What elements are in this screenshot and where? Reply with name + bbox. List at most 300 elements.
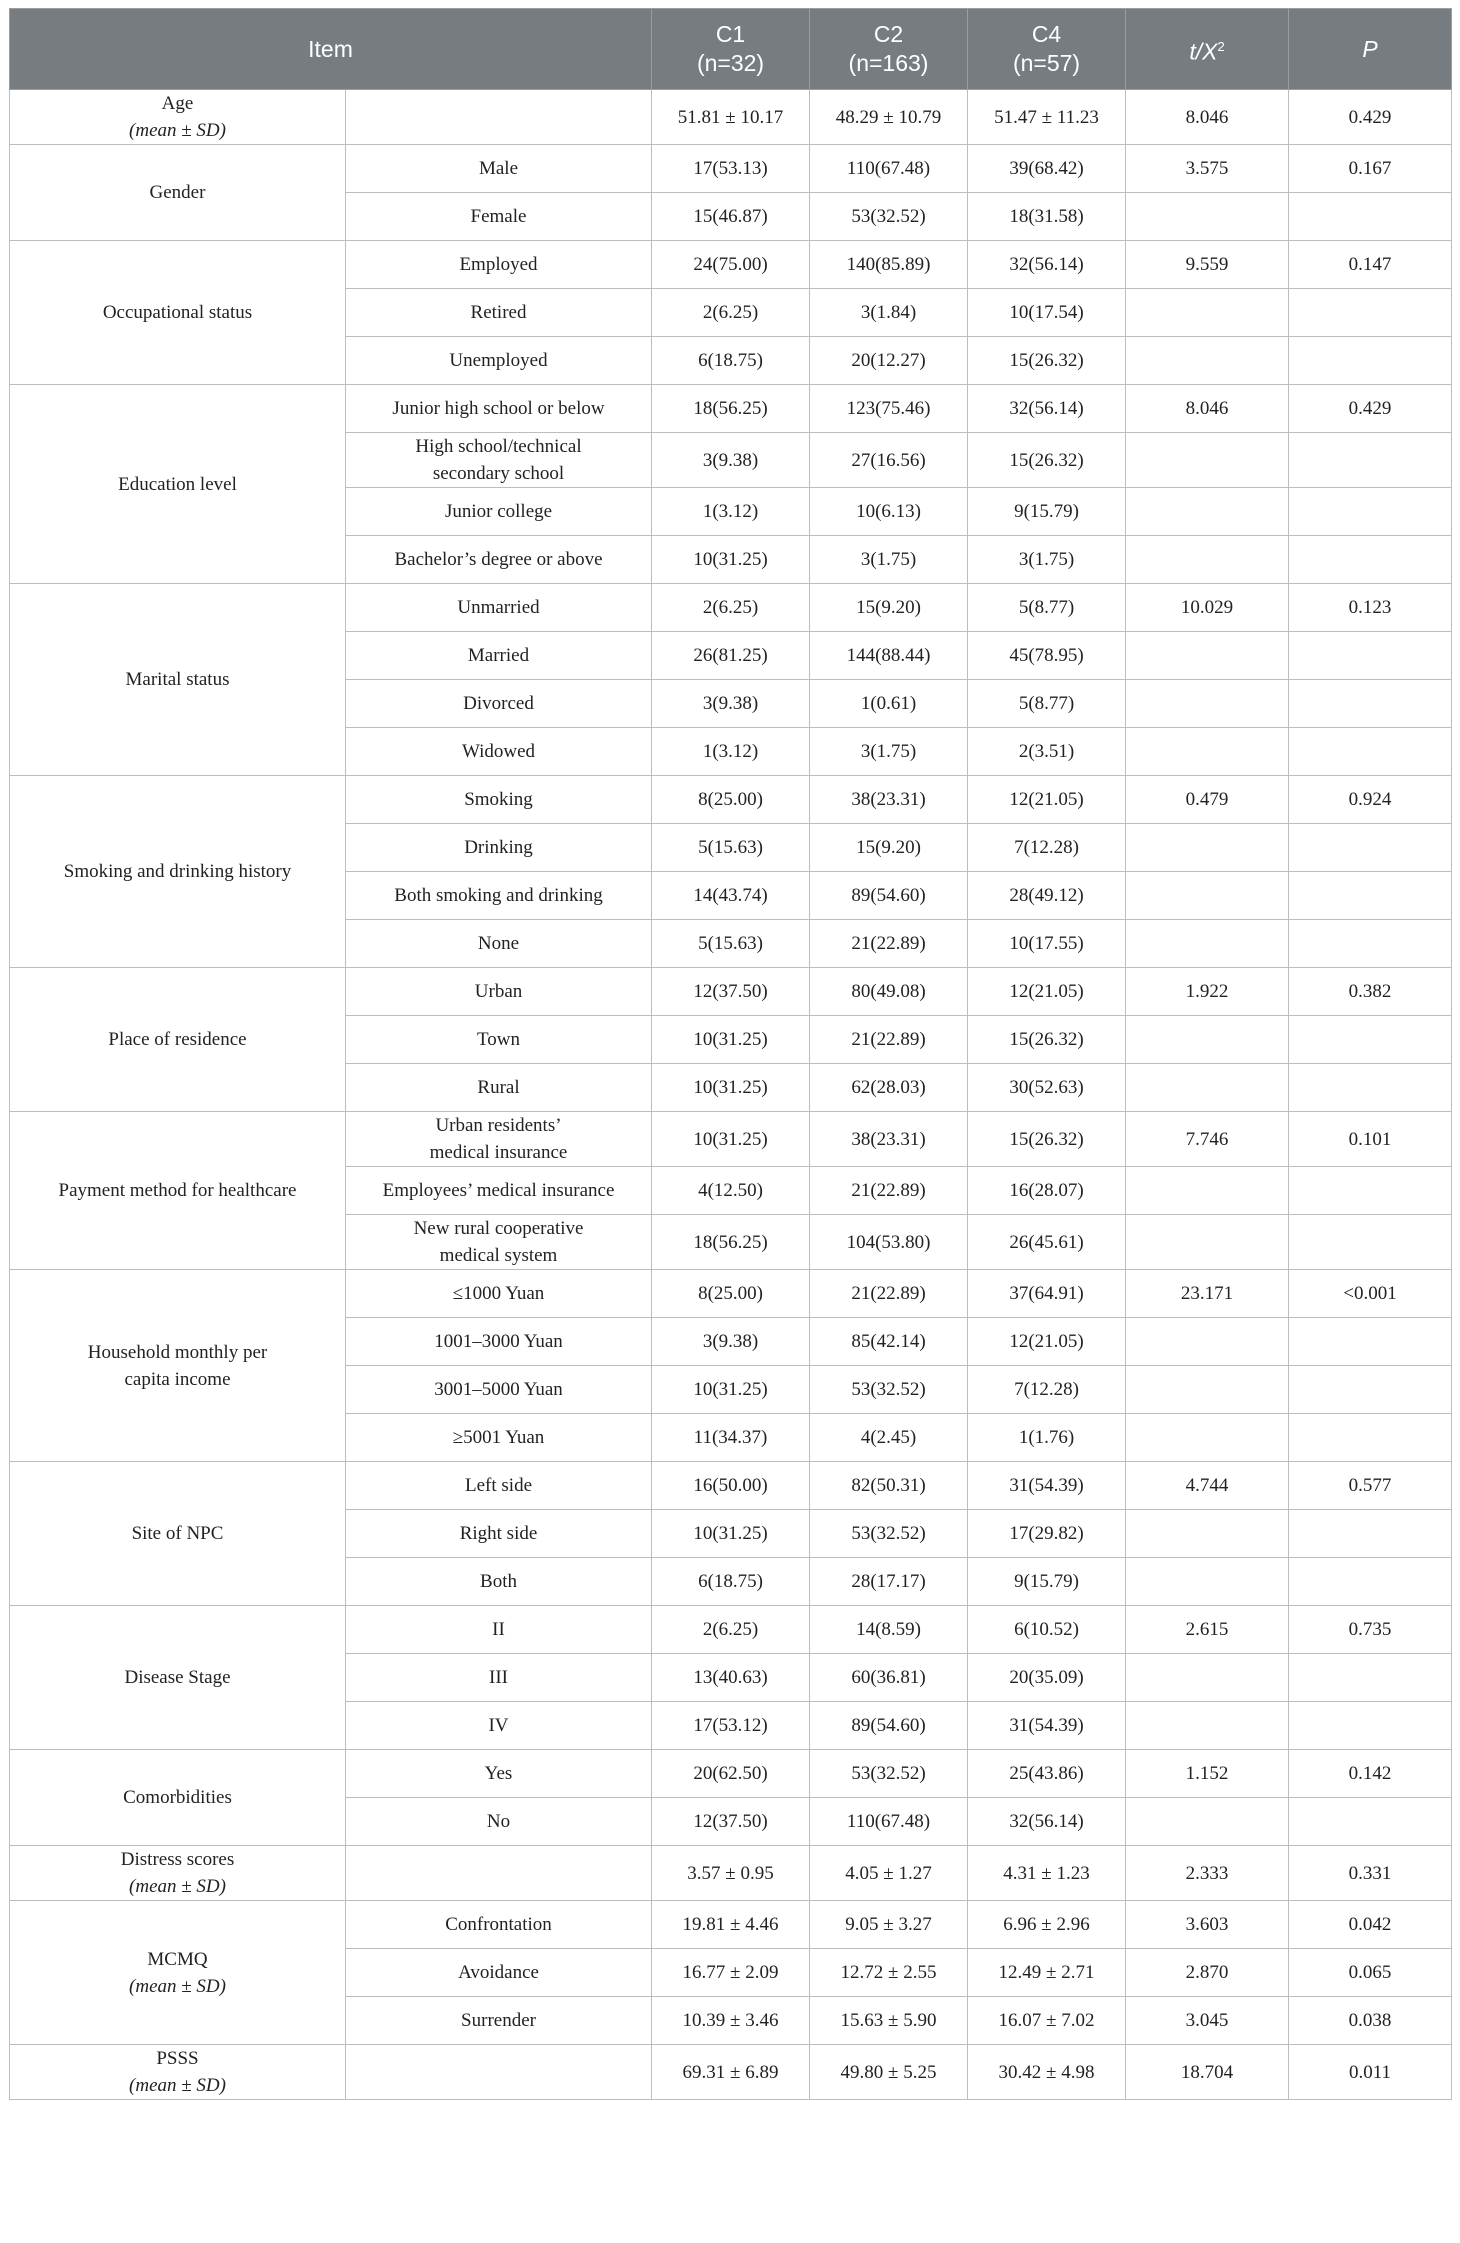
subcategory-cell [346,1949,652,1997]
subcategory-cell [346,1064,652,1112]
subcategory-label: Female [470,206,527,227]
table-row [10,1270,1452,1318]
subcategory-label: Drinking [464,837,533,858]
subcategory-label: High school/technical [415,436,582,457]
cell-c2: 12.72 ± 2.55 [810,1949,968,1997]
subcategory-cell [346,433,652,488]
cell-c1: 3(9.38) [652,1318,810,1366]
cell-p: 0.382 [1289,968,1452,1016]
cell-c1: 20(62.50) [652,1750,810,1798]
cell-c1: 12(37.50) [652,968,810,1016]
cell-p: 0.123 [1289,584,1452,632]
subcategory-cell [346,776,652,824]
table-row [10,90,1452,145]
subcategory-cell [346,1414,652,1462]
cell-c4: 20(35.09) [968,1654,1126,1702]
cell-c1: 11(34.37) [652,1414,810,1462]
subcategory-label: 3001–5000 Yuan [434,1379,563,1400]
cell-p [1289,824,1452,872]
cell-stat [1126,1167,1289,1215]
cell-stat: 2.870 [1126,1949,1289,1997]
cell-stat: 2.333 [1126,1846,1289,1901]
subcategory-cell [346,1798,652,1846]
cell-stat: 10.029 [1126,584,1289,632]
cell-c1: 10(31.25) [652,1366,810,1414]
cell-c4: 31(54.39) [968,1702,1126,1750]
subcategory-label: Avoidance [458,1962,539,1983]
subcategory-label: Male [478,158,519,179]
subcategory-label-line2: medical insurance [429,1142,568,1163]
cell-c2: 49.80 ± 5.25 [810,2045,968,2100]
header-item: Item [10,9,652,90]
group-label: Age [161,93,194,114]
table-row [10,145,1452,193]
group-label: Education level [118,473,237,495]
cell-p: 0.038 [1289,1997,1452,2045]
cell-c1: 18(56.25) [652,385,810,433]
subcategory-label: Left side [465,1475,533,1496]
group-label-cell [10,90,346,145]
subcategory-label: Employees’ medical insurance [382,1180,615,1201]
subcategory-label: Confrontation [445,1914,552,1935]
cell-c2: 15(9.20) [810,824,968,872]
header-stat-base: t/X [1189,38,1218,65]
group-label: Occupational status [102,302,253,323]
subcategory-label: Both [480,1571,517,1592]
subcategory-cell [346,632,652,680]
group-label-cell [10,1901,346,2045]
subcategory-label: Unemployed [449,350,548,371]
subcategory-cell [346,728,652,776]
table-row [10,2045,1452,2100]
subcategory-cell [346,289,652,337]
group-label-cell [10,385,346,584]
subcategory-label: III [489,1667,508,1688]
subcategory-cell [346,1654,652,1702]
cell-c4: 1(1.76) [968,1414,1126,1462]
cell-c2: 21(22.89) [810,920,968,968]
cell-p [1289,536,1452,584]
table-row [10,1901,1452,1949]
subcategory-label: Married [467,645,530,666]
subcategory-cell [346,488,652,536]
cell-c2: 38(23.31) [810,1112,968,1167]
cell-stat [1126,1510,1289,1558]
cell-c4: 30.42 ± 4.98 [968,2045,1126,2100]
group-label-cell [10,584,346,776]
data-table [9,8,1452,2100]
cell-c1: 18(56.25) [652,1215,810,1270]
subcategory-label: Surrender [461,2010,536,2031]
cell-stat: 2.615 [1126,1606,1289,1654]
group-label-cell [10,1750,346,1846]
cell-stat: 8.046 [1126,385,1289,433]
subcategory-label: Smoking [464,789,533,810]
group-label: Marital status [125,669,230,690]
group-label-cell [10,1112,346,1270]
cell-c4: 7(12.28) [968,824,1126,872]
cell-c4: 45(78.95) [968,632,1126,680]
group-label-cell [10,1606,346,1750]
cell-c1: 2(6.25) [652,1606,810,1654]
cell-c1: 10(31.25) [652,536,810,584]
subcategory-label: None [477,933,520,954]
group-label: Disease Stage [124,1667,231,1688]
group-label-cell [10,1270,346,1462]
subcategory-cell [346,1462,652,1510]
header-c2-name: C2 [873,21,904,47]
group-label: Payment method for healthcare [58,1180,297,1201]
cell-stat [1126,193,1289,241]
subcategory-label: New rural cooperative [413,1218,584,1239]
cell-stat [1126,728,1289,776]
cell-p: 0.429 [1289,385,1452,433]
cell-c4: 15(26.32) [968,1016,1126,1064]
table-row [10,1846,1452,1901]
cell-p: <0.001 [1289,1270,1452,1318]
cell-p [1289,680,1452,728]
cell-c2: 28(17.17) [810,1558,968,1606]
group-label-cell [10,968,346,1112]
group-note: (mean ± SD) [129,120,226,141]
cell-c4: 37(64.91) [968,1270,1126,1318]
cell-p [1289,632,1452,680]
cell-c4: 32(56.14) [968,241,1126,289]
cell-stat [1126,920,1289,968]
cell-c2: 21(22.89) [810,1016,968,1064]
subcategory-label: Retired [470,302,527,323]
cell-stat [1126,680,1289,728]
cell-p [1289,1215,1452,1270]
cell-c4: 15(26.32) [968,337,1126,385]
cell-stat: 18.704 [1126,2045,1289,2100]
cell-c4: 51.47 ± 11.23 [968,90,1126,145]
cell-c2: 53(32.52) [810,193,968,241]
table-row [10,776,1452,824]
cell-c4: 39(68.42) [968,145,1126,193]
group-note: (mean ± SD) [129,1876,226,1897]
header-c2-n: (n=163) [848,50,929,76]
subcategory-cell [346,968,652,1016]
cell-stat [1126,1414,1289,1462]
cell-c4: 6.96 ± 2.96 [968,1901,1126,1949]
cell-p [1289,872,1452,920]
subcategory-cell [346,680,652,728]
cell-c1: 5(15.63) [652,920,810,968]
cell-c1: 14(43.74) [652,872,810,920]
cell-c2: 3(1.75) [810,728,968,776]
cell-stat [1126,337,1289,385]
cell-stat [1126,1366,1289,1414]
cell-c2: 15.63 ± 5.90 [810,1997,968,2045]
header-row [10,9,1452,90]
cell-c1: 24(75.00) [652,241,810,289]
cell-c1: 10(31.25) [652,1016,810,1064]
group-label-cell [10,2045,346,2100]
subcategory-cell [346,1702,652,1750]
group-label: Distress scores [120,1849,235,1870]
group-label: Gender [149,182,206,203]
cell-c4: 9(15.79) [968,1558,1126,1606]
subcategory-label: ≥5001 Yuan [452,1427,545,1448]
cell-stat: 4.744 [1126,1462,1289,1510]
cell-c2: 53(32.52) [810,1366,968,1414]
cell-c2: 27(16.56) [810,433,968,488]
cell-stat [1126,488,1289,536]
group-label-cell [10,776,346,968]
cell-c2: 53(32.52) [810,1510,968,1558]
cell-p: 0.042 [1289,1901,1452,1949]
cell-c4: 12(21.05) [968,776,1126,824]
cell-c1: 3(9.38) [652,680,810,728]
cell-stat [1126,1215,1289,1270]
cell-p [1289,1702,1452,1750]
subcategory-cell [346,2045,652,2100]
cell-p [1289,920,1452,968]
cell-c1: 10.39 ± 3.46 [652,1997,810,2045]
cell-c2: 4.05 ± 1.27 [810,1846,968,1901]
subcategory-cell [346,1606,652,1654]
cell-stat: 3.575 [1126,145,1289,193]
subcategory-cell [346,90,652,145]
table-row [10,1462,1452,1510]
subcategory-cell [346,1270,652,1318]
cell-c4: 31(54.39) [968,1462,1126,1510]
cell-stat [1126,289,1289,337]
subcategory-cell [346,920,652,968]
cell-c2: 110(67.48) [810,1798,968,1846]
subcategory-label: Widowed [461,741,536,762]
subcategory-label: Town [477,1029,521,1050]
cell-c2: 123(75.46) [810,385,968,433]
cell-c2: 9.05 ± 3.27 [810,1901,968,1949]
cell-p [1289,289,1452,337]
cell-stat [1126,1016,1289,1064]
subcategory-cell [346,337,652,385]
cell-c2: 14(8.59) [810,1606,968,1654]
group-label-cell [10,145,346,241]
group-label-cell [10,241,346,385]
group-label: Site of NPC [131,1523,224,1544]
header-c1-n: (n=32) [696,50,765,76]
cell-c2: 38(23.31) [810,776,968,824]
cell-stat [1126,872,1289,920]
cell-c4: 30(52.63) [968,1064,1126,1112]
subcategory-label: II [492,1619,505,1640]
cell-c1: 13(40.63) [652,1654,810,1702]
cell-c2: 89(54.60) [810,1702,968,1750]
cell-c1: 6(18.75) [652,1558,810,1606]
cell-p [1289,1167,1452,1215]
table-row [10,1112,1452,1167]
subcategory-cell [346,1016,652,1064]
cell-c4: 32(56.14) [968,1798,1126,1846]
subcategory-cell [346,241,652,289]
subcategory-cell [346,824,652,872]
cell-stat: 3.045 [1126,1997,1289,2045]
cell-p [1289,1558,1452,1606]
subcategory-cell [346,872,652,920]
header-stat-sup: 2 [1217,38,1225,54]
subcategory-cell [346,1510,652,1558]
header-c4-n: (n=57) [1012,50,1081,76]
cell-c4: 28(49.12) [968,872,1126,920]
cell-c1: 2(6.25) [652,289,810,337]
cell-stat [1126,1318,1289,1366]
subcategory-cell [346,193,652,241]
cell-c4: 2(3.51) [968,728,1126,776]
cell-c1: 12(37.50) [652,1798,810,1846]
header-stat [1126,9,1289,90]
cell-c1: 17(53.13) [652,145,810,193]
cell-c4: 15(26.32) [968,433,1126,488]
cell-stat: 8.046 [1126,90,1289,145]
cell-c4: 6(10.52) [968,1606,1126,1654]
cell-p: 0.065 [1289,1949,1452,1997]
cell-c1: 10(31.25) [652,1064,810,1112]
subcategory-cell [346,1846,652,1901]
cell-p: 0.147 [1289,241,1452,289]
cell-p [1289,728,1452,776]
subcategory-label: Rural [477,1077,520,1098]
cell-stat: 7.746 [1126,1112,1289,1167]
cell-c2: 1(0.61) [810,680,968,728]
cell-c1: 10(31.25) [652,1510,810,1558]
cell-stat: 3.603 [1126,1901,1289,1949]
cell-c4: 12(21.05) [968,1318,1126,1366]
subcategory-cell [346,1997,652,2045]
cell-c1: 8(25.00) [652,1270,810,1318]
cell-c4: 12.49 ± 2.71 [968,1949,1126,1997]
table-row [10,241,1452,289]
cell-p [1289,337,1452,385]
cell-p [1289,1510,1452,1558]
subcategory-label: Yes [484,1763,513,1784]
cell-c4: 12(21.05) [968,968,1126,1016]
subcategory-cell [346,1366,652,1414]
cell-p: 0.735 [1289,1606,1452,1654]
cell-p [1289,1654,1452,1702]
header-p-label: P [1362,35,1378,62]
cell-p: 0.331 [1289,1846,1452,1901]
cell-stat [1126,1654,1289,1702]
group-label-cell [10,1846,346,1901]
cell-c1: 17(53.12) [652,1702,810,1750]
subcategory-label: Divorced [463,693,534,714]
subcategory-cell [346,1112,652,1167]
cell-c1: 8(25.00) [652,776,810,824]
cell-p [1289,1318,1452,1366]
subcategory-label: Both smoking and drinking [394,885,603,906]
cell-c4: 32(56.14) [968,385,1126,433]
cell-c1: 1(3.12) [652,488,810,536]
table-row [10,385,1452,433]
cell-c1: 4(12.50) [652,1167,810,1215]
cell-stat [1126,1798,1289,1846]
group-note: (mean ± SD) [129,1975,226,1997]
table-row [10,1606,1452,1654]
subcategory-cell [346,1901,652,1949]
cell-c2: 80(49.08) [810,968,968,1016]
cell-p [1289,1798,1452,1846]
cell-p: 0.577 [1289,1462,1452,1510]
cell-p: 0.011 [1289,2045,1452,2100]
subcategory-cell [346,1215,652,1270]
header-c1 [652,9,810,90]
cell-c2: 48.29 ± 10.79 [810,90,968,145]
cell-stat [1126,536,1289,584]
table-body [10,90,1452,2100]
subcategory-label: ≤1000 Yuan [452,1283,545,1304]
subcategory-cell [346,1318,652,1366]
subcategory-label: IV [488,1715,509,1736]
cell-c4: 5(8.77) [968,584,1126,632]
cell-p: 0.101 [1289,1112,1452,1167]
cell-c1: 69.31 ± 6.89 [652,2045,810,2100]
cell-c1: 3.57 ± 0.95 [652,1846,810,1901]
subcategory-cell [346,385,652,433]
table-container [9,8,1451,2100]
cell-stat [1126,1702,1289,1750]
cell-c2: 140(85.89) [810,241,968,289]
cell-c1: 15(46.87) [652,193,810,241]
cell-c4: 7(12.28) [968,1366,1126,1414]
group-label: MCMQ [147,1948,208,1970]
table-row [10,1750,1452,1798]
cell-c4: 18(31.58) [968,193,1126,241]
cell-c1: 5(15.63) [652,824,810,872]
cell-c1: 16.77 ± 2.09 [652,1949,810,1997]
subcategory-label-line2: secondary school [432,463,565,484]
group-label: Comorbidities [123,1787,232,1808]
cell-c4: 15(26.32) [968,1112,1126,1167]
subcategory-cell [346,536,652,584]
group-note: (mean ± SD) [129,2075,226,2096]
subcategory-label: Urban [474,981,523,1002]
cell-c4: 3(1.75) [968,536,1126,584]
cell-c4: 4.31 ± 1.23 [968,1846,1126,1901]
cell-p [1289,193,1452,241]
subcategory-cell [346,1750,652,1798]
cell-c4: 10(17.55) [968,920,1126,968]
cell-c4: 10(17.54) [968,289,1126,337]
header-c4 [968,9,1126,90]
subcategory-label: Employed [459,254,538,275]
subcategory-cell [346,584,652,632]
cell-c1: 3(9.38) [652,433,810,488]
cell-p [1289,1064,1452,1112]
cell-stat: 0.479 [1126,776,1289,824]
cell-stat: 23.171 [1126,1270,1289,1318]
header-c2 [810,9,968,90]
cell-c2: 60(36.81) [810,1654,968,1702]
cell-p [1289,433,1452,488]
cell-c2: 21(22.89) [810,1270,968,1318]
cell-c2: 4(2.45) [810,1414,968,1462]
cell-c4: 25(43.86) [968,1750,1126,1798]
cell-c2: 53(32.52) [810,1750,968,1798]
cell-c2: 62(28.03) [810,1064,968,1112]
group-label-line2: capita income [124,1368,231,1390]
subcategory-label: Unmarried [457,597,540,618]
cell-c4: 5(8.77) [968,680,1126,728]
group-label: Household monthly per [87,1341,268,1363]
cell-c2: 104(53.80) [810,1215,968,1270]
cell-stat [1126,433,1289,488]
cell-stat: 1.152 [1126,1750,1289,1798]
cell-c1: 16(50.00) [652,1462,810,1510]
cell-p [1289,1414,1452,1462]
